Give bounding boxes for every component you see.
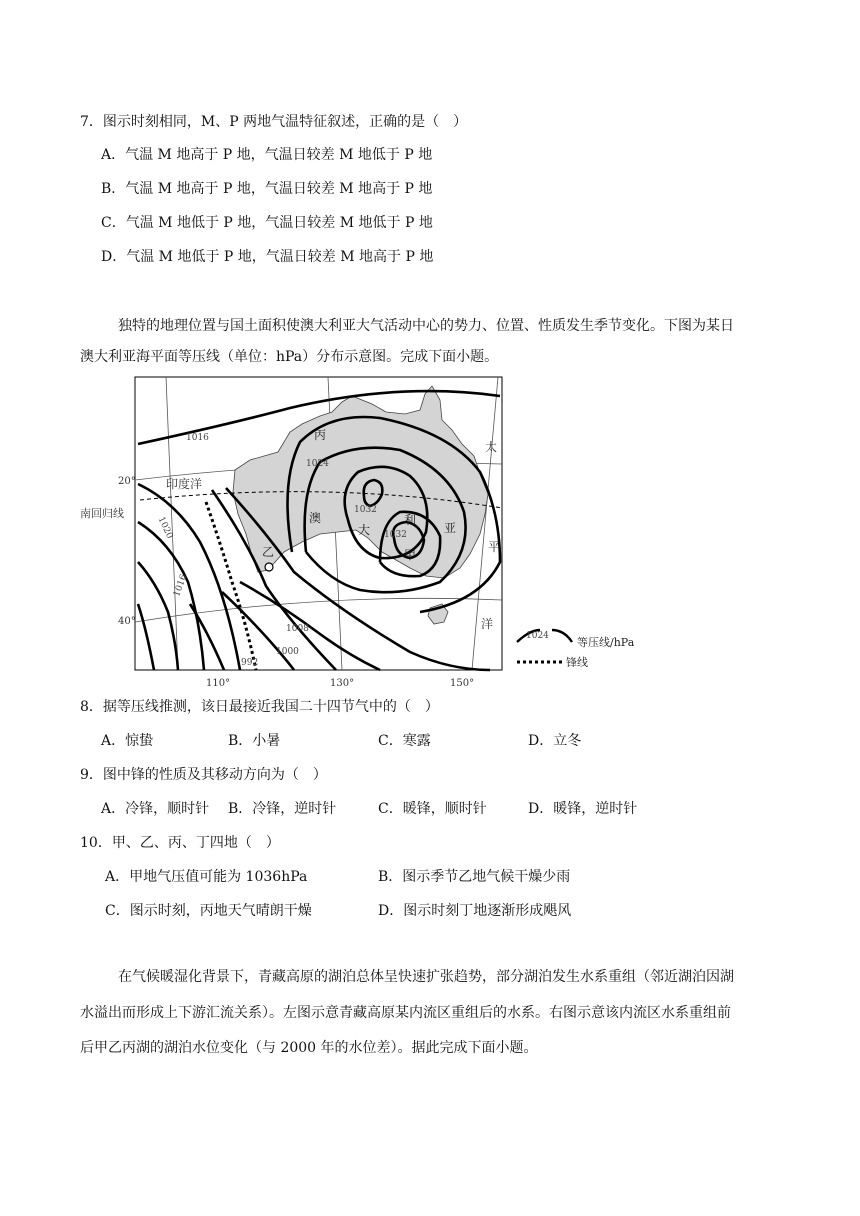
yi-label: 乙 [262, 545, 275, 559]
q10-option-d: D．图示时刻丁地逐渐形成飓风 [378, 903, 572, 919]
passage1-line2: 澳大利亚海平面等压线（单位：hPa）分布示意图。完成下面小题。 [80, 349, 499, 365]
isobar-label-1008: 1008 [286, 624, 309, 634]
isobar-1016-west [138, 522, 204, 670]
lon-130-label: 130° [330, 678, 355, 689]
lon-110-label: 110° [206, 678, 231, 689]
isobar-label-1020: 1020 [155, 515, 175, 541]
isobar-label-1016-top: 1016 [186, 433, 209, 443]
lat-20-label: 20° [118, 476, 136, 487]
q8-option-a: A．惊蛰 [101, 733, 154, 749]
lon-150-label: 150° [450, 678, 475, 689]
q7-option-b: B．气温 M 地高于 P 地，气温日较差 M 地高于 P 地 [101, 181, 433, 197]
q9-option-a: A．冷锋，顺时针 [101, 801, 210, 817]
isobar-1000 [240, 582, 380, 670]
isobar-label-1032-b: 1032 [384, 530, 407, 540]
lat-40-label: 40° [118, 616, 136, 627]
isobar-map [80, 372, 660, 690]
q9-option-b: B．冷锋，逆时针 [228, 801, 337, 817]
isobar-west-5 [190, 604, 224, 670]
q8-option-b: B．小暑 [228, 733, 281, 749]
q10-option-b: B．图示季节乙地气候干燥少雨 [378, 869, 571, 885]
indian-ocean-label: 印度洋 [166, 477, 203, 491]
aus-label-3: 利 [404, 513, 417, 527]
legend-sample-label: 1024 [526, 631, 549, 641]
q7-stem: 7．图示时刻相同，M、P 两地气温特征叙述，正确的是（ ） [80, 114, 468, 130]
aus-label-1: 澳 [309, 511, 322, 525]
isobar-label-1024: 1024 [306, 459, 329, 469]
pacific-label-2: 平 [488, 540, 501, 554]
q10-stem: 10．甲、乙、丙、丁四地（ ） [80, 835, 280, 851]
passage1-line1: 独特的地理位置与国土面积使澳大利亚大气活动中心的势力、位置、性质发生季节变化。下图为某日 [118, 318, 734, 334]
legend-isobar-label: 等压线/hPa [577, 636, 635, 649]
pacific-label-3: 洋 [481, 617, 494, 631]
q7-option-a: A．气温 M 地高于 P 地，气温日较差 M 地低于 P 地 [101, 147, 433, 163]
passage2-line2: 水溢出而形成上下游汇流关系）。左图示意青藏高原某内流区重组后的水系。右图示意该内流区水系重组前 [80, 1005, 731, 1021]
jia-label: 甲 [404, 548, 417, 562]
aus-label-4: 亚 [444, 521, 457, 535]
isobar-map-figure [80, 372, 660, 690]
isobar-label-1016-left: 1016 [172, 573, 190, 599]
legend-isobar-symbol [552, 630, 572, 642]
q8-option-d: D．立冬 [528, 733, 582, 749]
legend-front-label: 锋线 [566, 656, 588, 669]
isobar-west-4 [138, 604, 154, 670]
isobar-label-1000: 1000 [276, 647, 299, 657]
q7-option-c: C．气温 M 地低于 P 地，气温日较差 M 地低于 P 地 [101, 215, 433, 231]
q9-option-c: C．暖锋，顺时针 [378, 801, 487, 817]
q9-stem: 9．图中锋的性质及其移动方向为（ ） [80, 767, 327, 783]
isobar-label-1032-a: 1032 [354, 505, 377, 515]
bing-label: 丙 [314, 428, 327, 442]
yi-marker [265, 563, 273, 571]
q9-option-d: D．暖锋，逆时针 [528, 801, 638, 817]
tropic-label: 南回归线 [80, 507, 124, 520]
aus-label-2: 大 [358, 523, 371, 537]
q7-option-d: D．气温 M 地低于 P 地，气温日较差 M 地高于 P 地 [101, 249, 434, 265]
q8-option-c: C．寒露 [378, 733, 431, 749]
q10-option-c: C．图示时刻，丙地天气晴朗干燥 [105, 903, 312, 919]
passage2-line3: 后甲乙丙湖的湖泊水位变化（与 2000 年的水位差）。据此完成下面小题。 [80, 1040, 538, 1056]
isobar-label-992: 992 [241, 658, 259, 668]
pacific-label-1: 太 [485, 440, 498, 454]
q8-stem: 8．据等压线推测，该日最接近我国二十四节气中的（ ） [80, 699, 439, 715]
q10-option-a: A．甲地气压值可能为 1036hPa [105, 869, 308, 885]
passage2-line1: 在气候暖湿化背景下，青藏高原的湖泊总体呈快速扩张趋势，部分湖泊发生水系重组（邻近湖泊因湖 [118, 969, 734, 985]
